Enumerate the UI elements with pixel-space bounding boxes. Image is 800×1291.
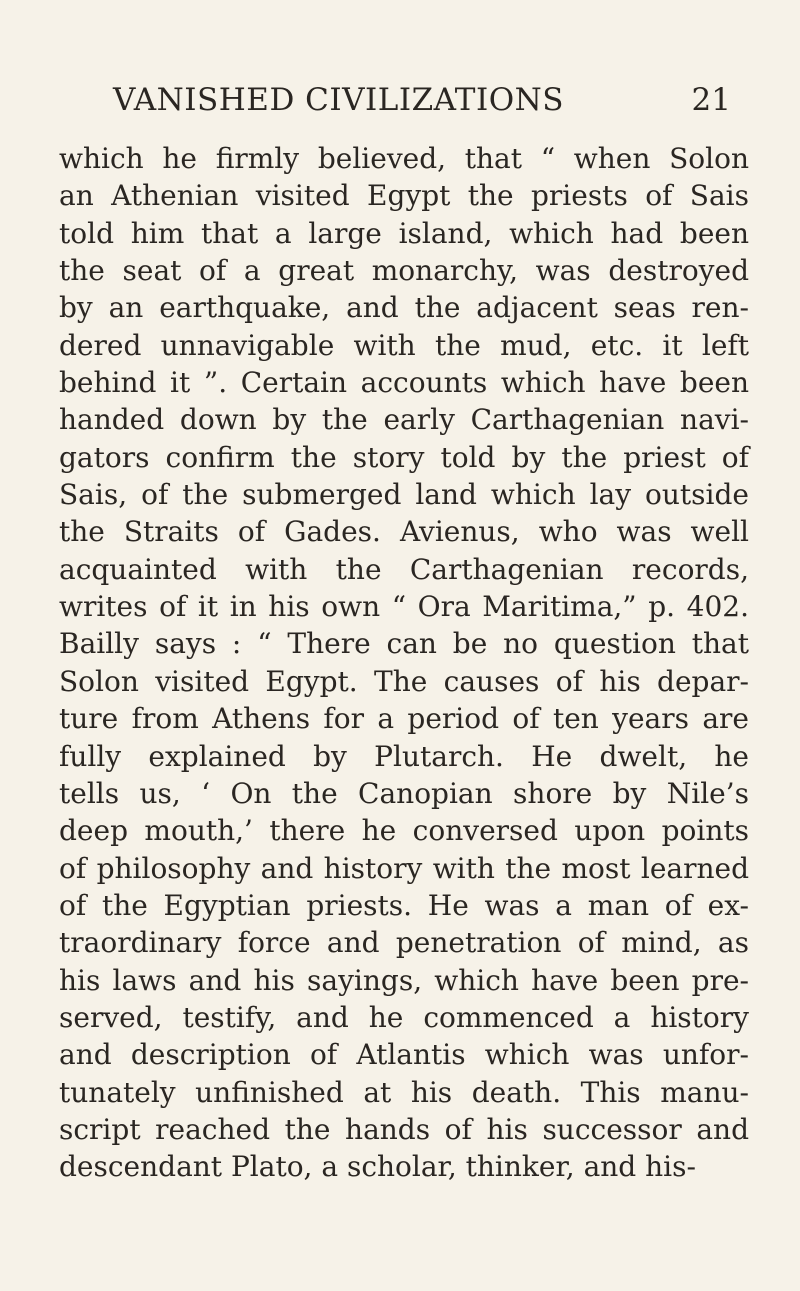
text-line: served, testify, and he commenced a history [59, 1000, 749, 1034]
text-line: tunately unfinished at his death. This manu- [59, 1075, 749, 1109]
text-line: by an earthquake, and the adjacent seas ren- [59, 291, 749, 325]
text-line: descendant Plato, a scholar, thinker, and his- [59, 1150, 696, 1184]
text-line: told him that a large island, which had been [59, 216, 749, 250]
text-line: the seat of a great monarchy, was destroyed [59, 254, 749, 288]
text-line: behind it ”. Certain accounts which have been [59, 366, 749, 400]
text-line: which he firmly believed, that “ when Solon [59, 142, 749, 175]
text-line: of philosophy and history with the most learned [59, 851, 749, 885]
text-line: gators confirm the story told by the priest of [59, 440, 749, 474]
text-line: writes of it in his own “ Ora Maritima,” p. 402. [59, 590, 749, 624]
text-line: Sais, of the submerged land which lay outside [59, 478, 749, 512]
text-line: an Athenian visited Egypt the priests of Sais [59, 179, 749, 213]
body-text [59, 140, 749, 1186]
text-line: dered unnavigable with the mud, etc. it left [59, 328, 749, 362]
text-line: tells us, ‘ On the Canopian shore by Nile’s [59, 776, 749, 810]
text-line: Bailly says : “ There can be no question that [59, 627, 749, 661]
text-line: and description of Atlantis which was unfor- [59, 1038, 749, 1072]
running-head [95, 82, 737, 122]
text-line: ture from Athens for a period of ten years are [59, 702, 749, 736]
page-number: 21 [691, 82, 731, 118]
text-line: the Straits of Gades. Avienus, who was well [59, 515, 749, 549]
text-line: of the Egyptian priests. He was a man of ex- [59, 888, 749, 922]
text-line: script reached the hands of his successor and [59, 1112, 749, 1146]
text-line: deep mouth,’ there he conversed upon points [59, 814, 749, 848]
text-line: traordinary force and penetration of mind, as [59, 926, 749, 960]
text-line: handed down by the early Carthagenian navi- [59, 403, 749, 437]
text-line: fully explained by Plutarch. He dwelt, he [59, 739, 749, 773]
text-line: acquainted with the Carthagenian records, [59, 552, 749, 586]
running-title: VANISHED CIVILIZATIONS [113, 82, 565, 118]
text-line: his laws and his sayings, which have been pre- [59, 963, 749, 997]
text-line: Solon visited Egypt. The causes of his depar- [59, 664, 749, 698]
